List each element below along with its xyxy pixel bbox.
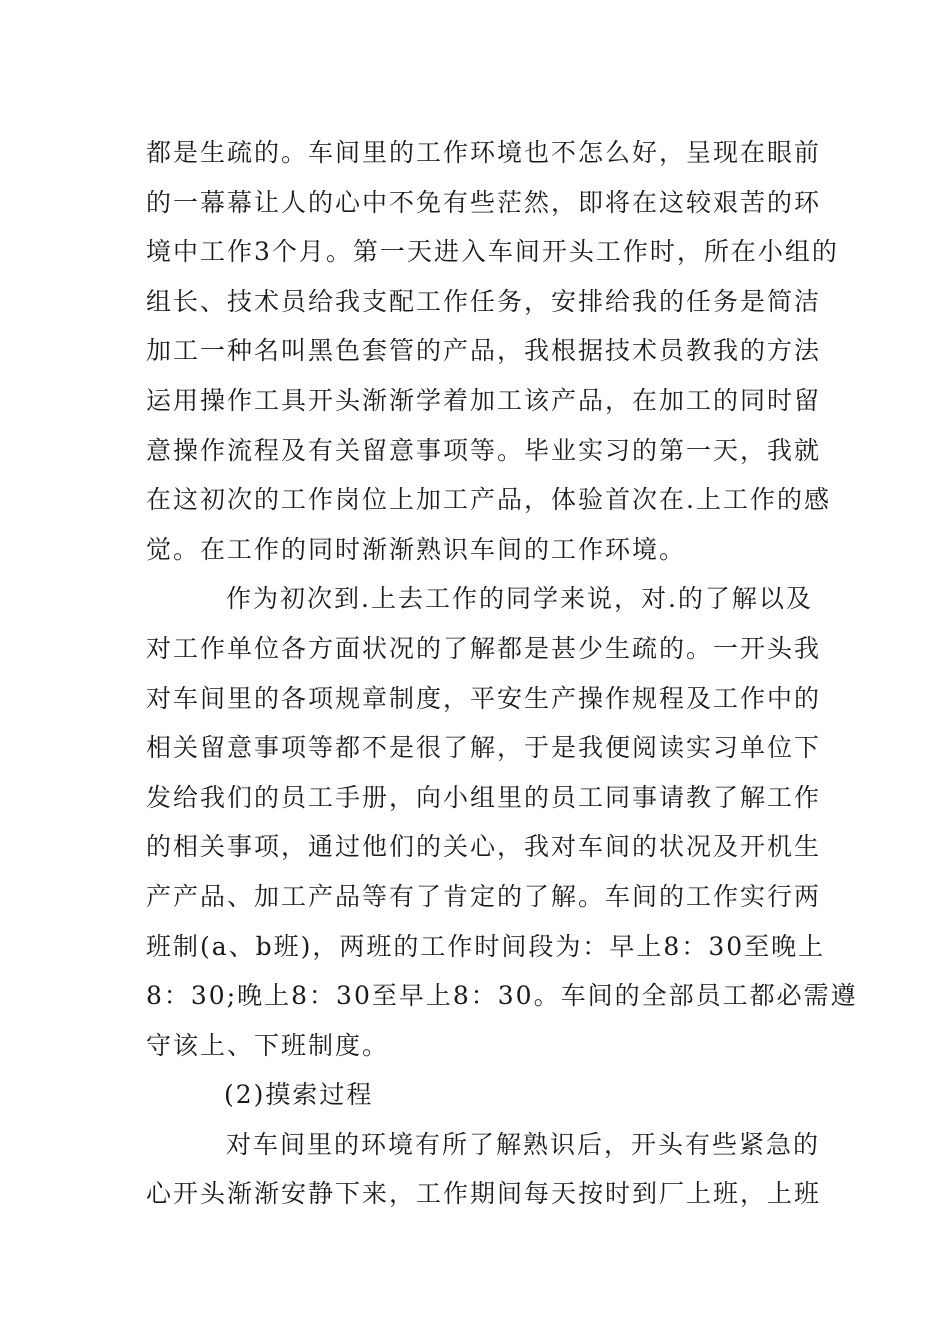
text-line: 境中工作3个月。第一天进入车间开头工作时，所在小组的 (146, 237, 839, 267)
text-line: 在这初次的工作岗位上加工产品，体验首次在.上工作的感 (146, 485, 831, 515)
body-text (146, 128, 858, 1219)
text-line: 运用操作工具开头渐渐学着加工该产品，在加工的同时留 (146, 385, 822, 415)
text-line: 发给我们的员工手册，向小组里的员工同事请教了解工作 (146, 782, 822, 812)
text-line: 班制(a、b班)，两班的工作时间段为：早上8：30至晚上 (146, 931, 826, 961)
paragraph-start-line: 作为初次到.上去工作的同学来说，对.的了解以及 (226, 584, 813, 614)
text-line: 意操作流程及有关留意事项等。毕业实习的第一天，我就 (146, 435, 822, 465)
text-line: 组长、技术员给我支配工作任务，安排给我的任务是简洁 (146, 286, 822, 316)
text-line: 的相关事项，通过他们的关心，我对车间的状况及开机生 (146, 832, 822, 862)
text-line: 都是生疏的。车间里的工作环境也不怎么好，呈现在眼前 (146, 138, 822, 167)
text-line: 产产品、加工产品等有了肯定的了解。车间的工作实行两 (146, 881, 822, 911)
paragraph-start-line: 对车间里的环境有所了解熟识后，开头有些紧急的 (226, 1129, 821, 1159)
text-line: 觉。在工作的同时渐渐熟识车间的工作环境。 (146, 534, 687, 564)
text-line: 对工作单位各方面状况的了解都是甚少生疏的。一开头我 (146, 633, 822, 663)
text-line: 加工一种名叫黑色套管的产品，我根据技术员教我的方法 (146, 336, 822, 366)
text-line: 8：30;晚上8：30至早上8：30。车间的全部员工都必需遵 (146, 981, 858, 1011)
text-line: 的一幕幕让人的心中不免有些茫然，即将在这较艰苦的环 (146, 187, 822, 217)
section-heading: (2)摸索过程 (224, 1080, 374, 1110)
text-line: 对车间里的各项规章制度，平安生产操作规程及工作中的 (146, 683, 822, 713)
text-line: 守该上、下班制度。 (146, 1030, 390, 1060)
text-line: 相关留意事项等都不是很了解，于是我便阅读实习单位下 (146, 733, 822, 763)
text-line: 心开头渐渐安静下来，工作期间每天按时到厂上班，上班 (146, 1179, 822, 1209)
